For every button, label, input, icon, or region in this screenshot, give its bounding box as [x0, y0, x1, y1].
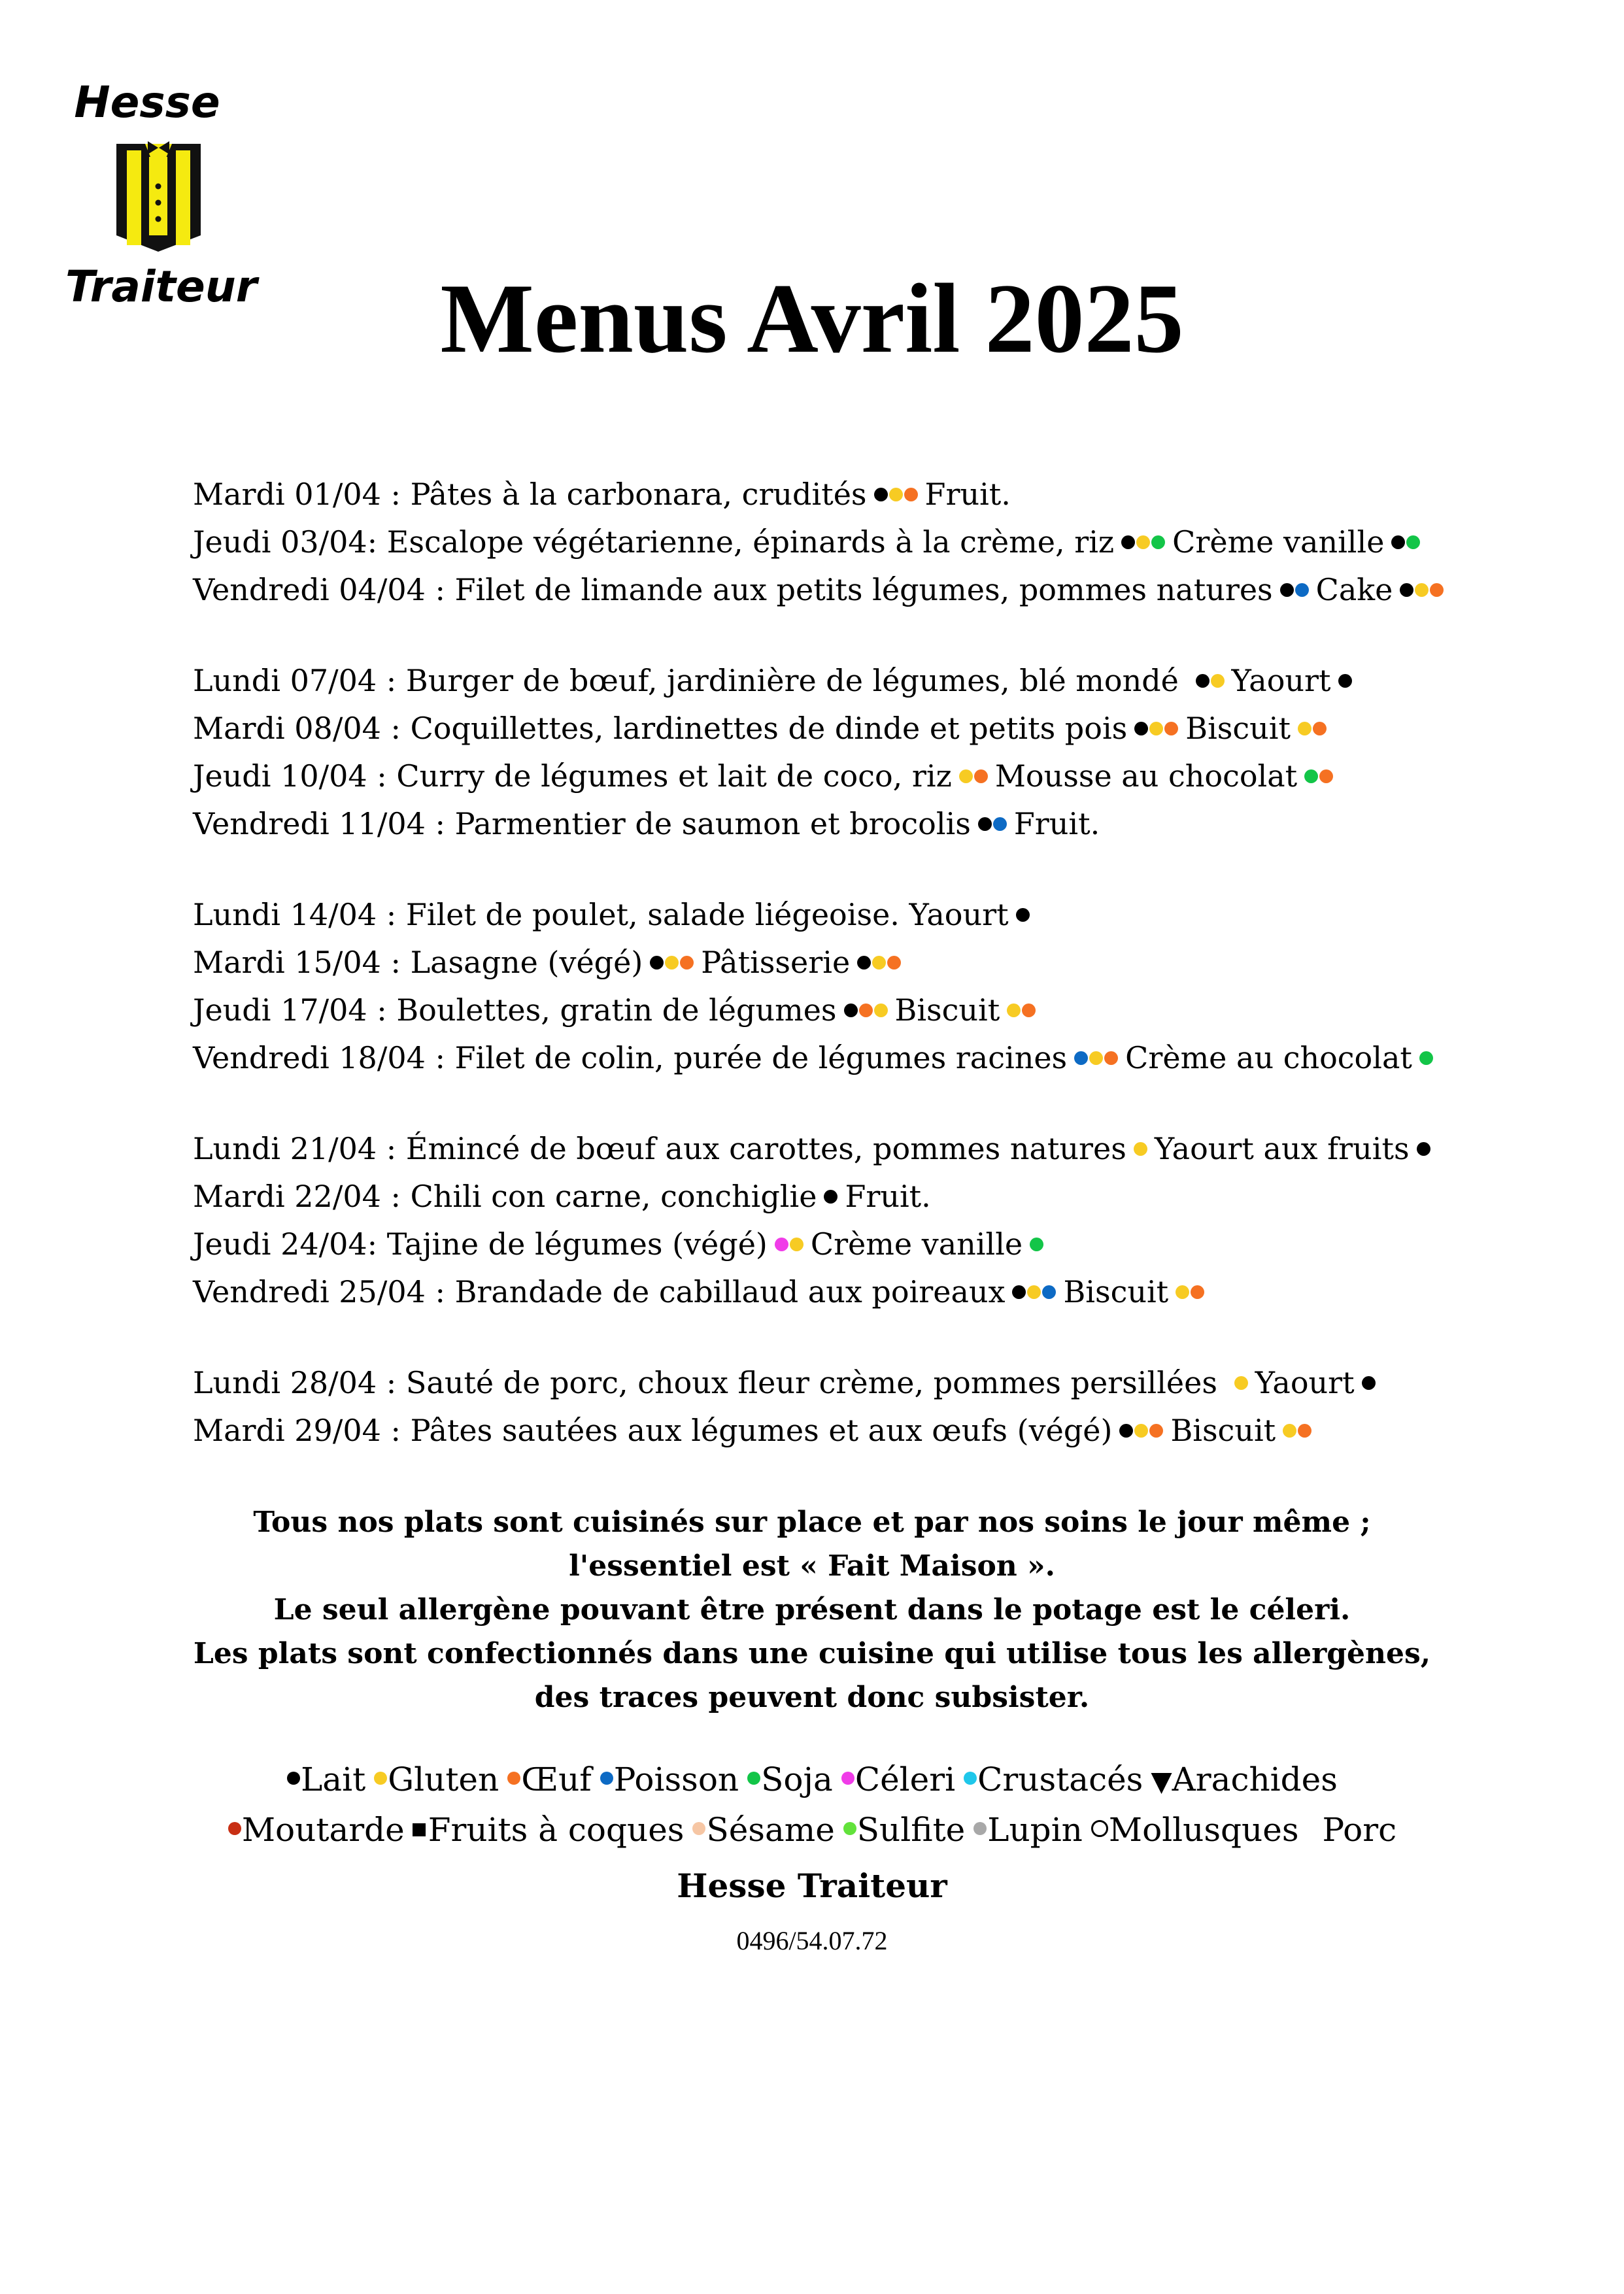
allergen-dots [1234, 1365, 1249, 1400]
allergen-dots [873, 477, 919, 512]
allergen-dots [1195, 663, 1225, 698]
allergen-dot-lupin [973, 1822, 987, 1835]
legend-item [747, 1761, 833, 1798]
menu-text: Mardi 22/04 : Chili con carne, conchiglie [193, 1179, 817, 1214]
allergen-dot-gluten [1149, 722, 1163, 735]
allergen-dot-gluten [1136, 535, 1150, 549]
square-icon [413, 1823, 426, 1836]
allergen-dot-gluten [1027, 1285, 1041, 1299]
menu-text: Mardi 08/04 : Coquillettes, lardinettes de dinde et petits pois [193, 711, 1128, 746]
allergen-dot-oeuf [859, 1004, 873, 1017]
menu-day-row [193, 518, 1533, 566]
menu-week [193, 1359, 1533, 1455]
allergen-dots [1279, 572, 1310, 607]
menu-text: Mardi 29/04 : Pâtes sautées aux légumes et aux œufs (végé) [193, 1413, 1113, 1448]
legend-item [507, 1761, 592, 1798]
allergen-dots [774, 1226, 804, 1262]
legend-label: Crustacés [977, 1761, 1143, 1798]
menu-text: Biscuit [1170, 1413, 1276, 1448]
allergen-dot-gluten [1234, 1376, 1248, 1390]
menu-week [193, 657, 1533, 848]
allergen-dot-lait [650, 956, 664, 970]
menu-text: Biscuit [1063, 1274, 1169, 1309]
legend-item [600, 1761, 739, 1798]
allergen-dot-lait [1280, 583, 1294, 597]
allergen-dot-gluten [959, 769, 973, 783]
notice-line: des traces peuvent donc subsister. [534, 1681, 1090, 1714]
allergen-dots [1416, 1131, 1431, 1166]
legend-item [843, 1811, 965, 1849]
menu-text: Fruit. [1013, 806, 1100, 841]
menu-week [193, 1125, 1533, 1316]
legend-item [973, 1811, 1083, 1849]
menu-week [193, 471, 1533, 614]
menu-text: Mardi 01/04 : Pâtes à la carbonara, crudités [193, 477, 867, 512]
menu-text: Vendredi 18/04 : Filet de colin, purée de légumes racines [193, 1040, 1068, 1075]
legend-label: Sésame [706, 1811, 835, 1849]
menu-day-row [193, 987, 1533, 1034]
menu-day-row [193, 1221, 1533, 1268]
allergen-dot-crustaces [964, 1772, 977, 1785]
allergen-dot-lait [287, 1772, 300, 1785]
legend-label: Œuf [521, 1761, 592, 1798]
allergen-dots [1419, 1040, 1434, 1075]
menu-text: Yaourt [1255, 1365, 1355, 1400]
menu-text: Vendredi 25/04 : Brandade de cabillaud aux poireaux [193, 1274, 1006, 1309]
menu-text: Lundi 14/04 : Filet de poulet, salade liégeoise. Yaourt [193, 897, 1009, 932]
legend-label: Moutarde [241, 1811, 405, 1849]
menu-week [193, 891, 1533, 1082]
allergen-dot-gluten [1134, 1424, 1148, 1438]
legend-item [373, 1761, 499, 1798]
allergen-dot-lait [1121, 535, 1135, 549]
legend-item [692, 1811, 834, 1849]
allergen-dots [843, 992, 888, 1028]
notice-line: Le seul allergène pouvant être présent dans le potage est le céleri. [273, 1593, 1351, 1627]
allergen-dot-lait [1196, 674, 1210, 688]
allergen-dot-oeuf [1319, 769, 1333, 783]
allergen-dot-oeuf [1191, 1285, 1204, 1299]
allergen-dots [1074, 1040, 1119, 1075]
allergen-dot-gluten [1089, 1051, 1103, 1065]
allergen-dots [1297, 711, 1327, 746]
allergen-dots [1399, 572, 1444, 607]
menu-day-row [193, 1034, 1533, 1082]
allergen-dot-gluten [1134, 1142, 1147, 1156]
allergen-dot-gluten [1007, 1004, 1021, 1017]
allergen-dot-poisson [1074, 1051, 1088, 1065]
allergen-dot-gluten [872, 956, 886, 970]
notice-line: Les plats sont confectionnés dans une cuisine qui utilise tous les allergènes, [193, 1637, 1431, 1670]
menu-day-row [193, 1173, 1533, 1221]
legend-label: Mollusques [1108, 1811, 1299, 1849]
menu-day-row [193, 1125, 1533, 1173]
allergen-dot-celeri [841, 1772, 854, 1785]
menu-text: Mardi 15/04 : Lasagne (végé) [193, 945, 643, 980]
allergen-dot-oeuf [1164, 722, 1178, 735]
allergen-dots [1361, 1365, 1376, 1400]
allergen-dot-gluten [1176, 1285, 1189, 1299]
allergen-dots [1015, 897, 1030, 932]
legend-label: Soja [761, 1761, 833, 1798]
allergen-dot-poisson [1042, 1285, 1056, 1299]
allergen-dots [1134, 711, 1179, 746]
menu-text: Biscuit [1185, 711, 1291, 746]
notice-line: Tous nos plats sont cuisinés sur place et par nos soins le jour même ; [253, 1506, 1371, 1539]
allergen-dot-celeri [775, 1238, 788, 1251]
menu-day-row [193, 471, 1533, 518]
allergen-dots [649, 945, 694, 980]
allergen-dot-lait [1119, 1424, 1133, 1438]
allergen-dot-mollusques [1091, 1820, 1108, 1837]
allergen-dot-soja [1419, 1051, 1433, 1065]
allergen-dots [1282, 1413, 1312, 1448]
allergen-dots [1006, 992, 1036, 1028]
allergen-dot-poisson [1295, 583, 1309, 597]
allergen-dot-gluten [1211, 674, 1225, 688]
allergen-dot-gluten [665, 956, 679, 970]
legend-item [286, 1761, 365, 1798]
company-phone: 0496/54.07.72 [736, 1926, 888, 1955]
menu-text: Cake [1315, 572, 1393, 607]
menu-text: Fruit. [924, 477, 1011, 512]
allergen-dots [1175, 1274, 1205, 1309]
legend-label: Gluten [388, 1761, 499, 1798]
notice-line: l'essentiel est « Fait Maison ». [569, 1549, 1055, 1583]
allergen-dot-soja [1406, 535, 1420, 549]
menu-day-row [193, 1359, 1533, 1407]
allergen-dot-sesame [692, 1822, 705, 1835]
allergen-notice [0, 1500, 1624, 1719]
allergen-dot-lait [874, 488, 888, 501]
menu-day-row [193, 939, 1533, 987]
menu-day-row [193, 705, 1533, 752]
allergen-dot-oeuf [680, 956, 694, 970]
legend-item [1323, 1811, 1397, 1849]
allergen-dot-gluten [790, 1238, 804, 1251]
allergen-dot-soja [747, 1772, 760, 1785]
allergen-dot-gluten [1283, 1424, 1296, 1438]
allergen-dots [1338, 663, 1353, 698]
allergen-dots [1119, 1413, 1164, 1448]
menu-text: Jeudi 10/04 : Curry de légumes et lait de coco, riz [193, 758, 952, 794]
menu-text: Jeudi 24/04: Tajine de légumes (végé) [193, 1226, 768, 1262]
menu-text: Biscuit [894, 992, 1000, 1028]
allergen-dot-lait [1016, 908, 1030, 922]
menu-text: Lundi 21/04 : Émincé de bœuf aux carottes, pommes natures [193, 1131, 1126, 1166]
legend-item [228, 1811, 405, 1849]
company-name: Hesse Traiteur [677, 1866, 947, 1905]
triangle-icon: ▼ [1151, 1765, 1172, 1797]
menu-text: Lundi 07/04 : Burger de bœuf, jardinière de légumes, blé mondé [193, 663, 1189, 698]
menu-text: Mousse au chocolat [994, 758, 1298, 794]
legend-item [1091, 1811, 1299, 1849]
allergen-dots [1029, 1226, 1044, 1262]
allergen-dot-sulfite [843, 1822, 856, 1835]
allergen-dot-moutarde [228, 1822, 241, 1835]
allergen-dot-lait [824, 1190, 837, 1204]
legend-label: Fruits à coques [428, 1811, 685, 1849]
allergen-dot-poisson [600, 1772, 613, 1785]
legend-item [841, 1761, 955, 1798]
legend-item [1151, 1761, 1338, 1798]
logo-text-bottom: Traiteur [65, 261, 258, 312]
allergen-dots [1391, 524, 1421, 560]
menu-text: Jeudi 17/04 : Boulettes, gratin de légumes [193, 992, 837, 1028]
allergen-dot-oeuf [1313, 722, 1327, 735]
allergen-dot-gluten [1298, 722, 1311, 735]
allergen-dot-gluten [889, 488, 903, 501]
menu-list [193, 471, 1533, 1498]
menu-text: Crème au chocolat [1125, 1040, 1412, 1075]
allergen-dots [1133, 1131, 1148, 1166]
allergen-dot-lait [857, 956, 871, 970]
allergen-dots [856, 945, 902, 980]
legend-label: Lait [301, 1761, 366, 1798]
legend-label: Céleri [854, 1761, 956, 1798]
allergen-dot-lait [1134, 722, 1148, 735]
menu-text: Vendredi 11/04 : Parmentier de saumon et brocolis [193, 806, 971, 841]
menu-text: Lundi 28/04 : Sauté de porc, choux fleur crème, pommes persillées [193, 1365, 1227, 1400]
menu-text: Yaourt aux fruits [1154, 1131, 1410, 1166]
menu-day-row [193, 891, 1533, 939]
allergen-dot-soja [1304, 769, 1318, 783]
menu-day-row [193, 752, 1533, 800]
allergen-legend [0, 1755, 1624, 1855]
allergen-dot-gluten [874, 1004, 888, 1017]
allergen-dot-oeuf [1104, 1051, 1118, 1065]
legend-label: Lupin [987, 1811, 1083, 1849]
allergen-dot-oeuf [507, 1772, 520, 1785]
allergen-dot-oeuf [1022, 1004, 1036, 1017]
menu-day-row [193, 1407, 1533, 1455]
allergen-dot-lait [1012, 1285, 1026, 1299]
allergen-dot-lait [844, 1004, 858, 1017]
legend-line-2 [0, 1806, 1624, 1855]
menu-text: Yaourt [1231, 663, 1331, 698]
allergen-dots [1304, 758, 1334, 794]
allergen-dot-gluten [1415, 583, 1429, 597]
legend-label: Arachides [1172, 1761, 1338, 1798]
allergen-dot-oeuf [1298, 1424, 1311, 1438]
allergen-dot-oeuf [904, 488, 918, 501]
allergen-dot-lait [1338, 674, 1352, 688]
menu-day-row [193, 800, 1533, 848]
menu-text: Fruit. [845, 1179, 931, 1214]
menu-text: Pâtisserie [701, 945, 851, 980]
allergen-dot-soja [1030, 1238, 1043, 1251]
menu-text: Vendredi 04/04 : Filet de limande aux petits légumes, pommes natures [193, 572, 1273, 607]
tuxedo-vest-icon [111, 137, 206, 255]
allergen-dot-lait [978, 817, 992, 831]
legend-label: Porc [1322, 1811, 1397, 1849]
allergen-dot-lait [1391, 535, 1405, 549]
allergen-dot-gluten [374, 1772, 387, 1785]
allergen-dots [823, 1179, 838, 1214]
allergen-dot-oeuf [887, 956, 901, 970]
legend-item [413, 1811, 685, 1849]
allergen-dot-poisson [993, 817, 1007, 831]
allergen-dots [1121, 524, 1166, 560]
allergen-dots [958, 758, 989, 794]
legend-line-1 [0, 1755, 1624, 1806]
legend-label: Sulfite [856, 1811, 966, 1849]
menu-text: Jeudi 03/04: Escalope végétarienne, épinards à la crème, riz [193, 524, 1115, 560]
allergen-dot-lait [1417, 1142, 1430, 1156]
allergen-dots [1011, 1274, 1057, 1309]
page-title: Menus Avril 2025 [440, 263, 1184, 373]
menu-day-row [193, 1268, 1533, 1316]
allergen-dot-lait [1362, 1376, 1376, 1390]
legend-item [963, 1761, 1143, 1798]
allergen-dot-oeuf [974, 769, 988, 783]
menu-day-row [193, 657, 1533, 705]
legend-label: Poisson [613, 1761, 739, 1798]
menu-day-row [193, 566, 1533, 614]
menu-text: Crème vanille [810, 1226, 1023, 1262]
allergen-dots [977, 806, 1007, 841]
menu-text: Crème vanille [1172, 524, 1385, 560]
allergen-dot-soja [1151, 535, 1165, 549]
logo-text-top: Hesse [74, 77, 220, 127]
allergen-dot-oeuf [1430, 583, 1444, 597]
allergen-dot-oeuf [1149, 1424, 1163, 1438]
allergen-dot-lait [1400, 583, 1413, 597]
